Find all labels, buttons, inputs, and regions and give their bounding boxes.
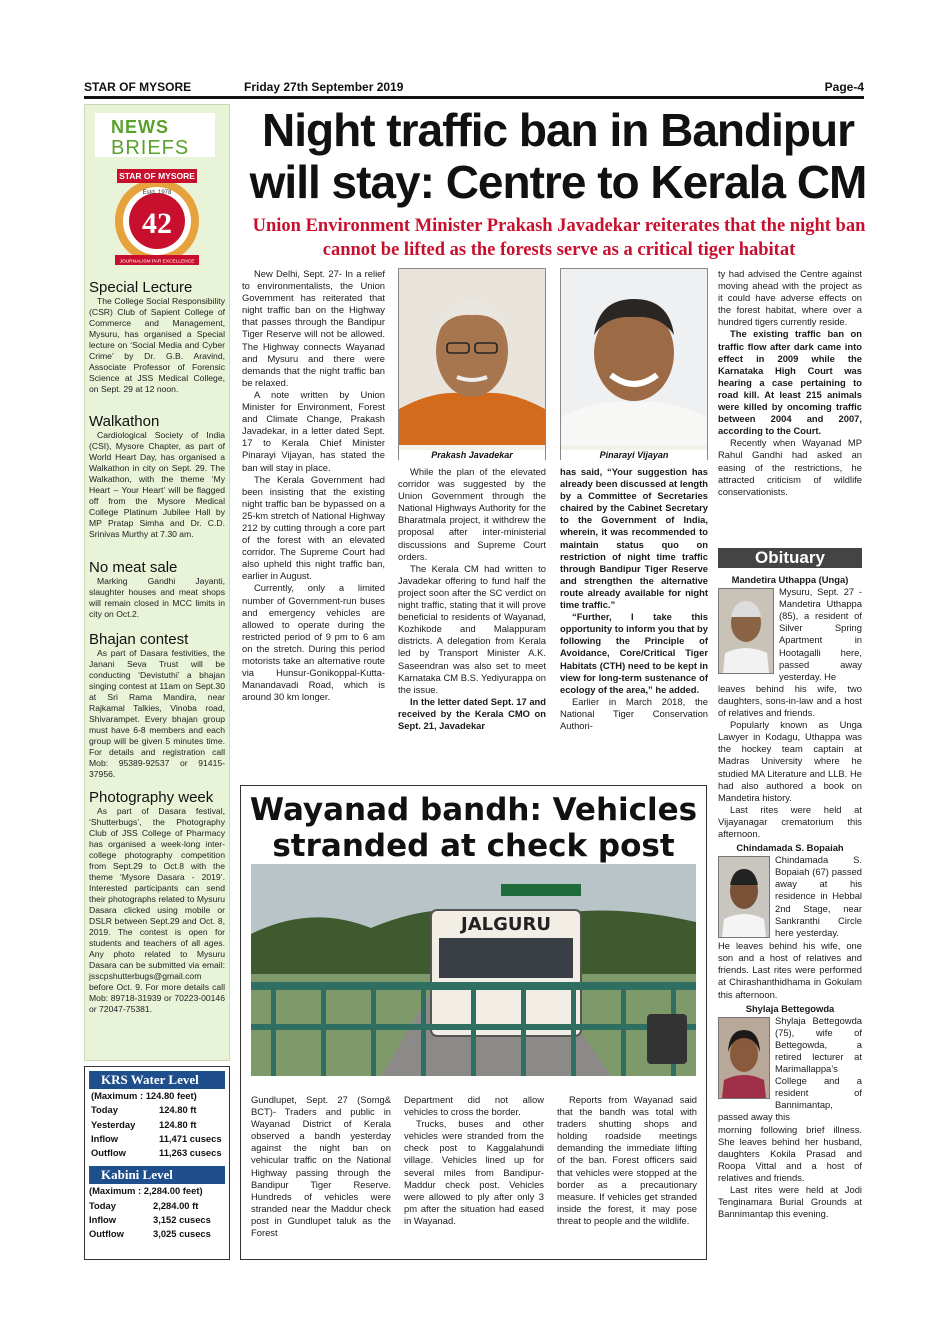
paragraph-bold: “Further, I take this opportunity to inform you that by following the Principle of Avoidance, Core/Critical Tiger Habitats (CTH) need to be kept in view for long-term sustenance of ecology of the area,” he added. [560,611,708,695]
paragraph: ty had advised the Centre against moving ahead with the project as it could have adverse effects on the forest habitat, where over a hundred tigers currently reside. [718,268,862,328]
obituary-photo [718,588,774,674]
emblem-estd: Estd. 1978 [142,190,172,196]
brief-title: Photography week [89,789,214,806]
kabini-row [85,1199,229,1213]
brief-text: Marking Gandhi Jayanti, slaughter houses and meat shops will remain closed in MCC limits in city on Oct.2. [89,576,225,619]
brief-text: Cardiological Society of India (CSI), Mysore Chapter, as part of World Heart Day, has organised a Walkathon in city on Sept. 29. The Walkathon, with the theme ‘My Heart – Your Heart’ will be flagged off from the Mysore Medical College Platinum Jubilee Hall by MP Pratap Simha and Dr. C.D. Srinivas Murthy at 7.30 am. [89,430,225,539]
anniversary-emblem-icon [107,163,207,273]
paragraph: While the plan of the elevated corridor was suggested by the Union Government through the National Highways Authority for the Bharatmala project, it withdrew the proposal after inter-ministerial discussions and Supreme Court orders. [398,466,546,562]
row-value: 2,284.00 ft [153,1199,199,1211]
paragraph: The Kerala CM had written to Javadekar offering to fund half the project soon after the SC verdict on night traffic, stating that it will prove beneficial to residents of Wayanad, Kozhikode and Malappuram districts. A delegation from Kerala led by Transport Minister A.K. Saseendran was also set to meet Karnataka CM B.S. Yediyurappa on the issue. [398,562,546,695]
water-level-box [84,1066,230,1260]
wayanad-headline-line-2: stranded at check post [272,828,675,864]
obituary-photo [718,856,770,938]
wayanad-col-1 [251,1094,391,1239]
portrait-icon [719,589,773,673]
krs-row [85,1103,229,1117]
row-value: 11,263 cusecs [159,1147,222,1159]
news-briefs-sidebar [84,104,230,1061]
obituary-text: Chindamada S. Bopaiah (67) passed away at his residence in Hebbal 2nd Stage, near Sankranthi Circle here yesterday. [775,854,862,938]
row-value: 3,152 cusecs [153,1214,211,1226]
row-value: 11,471 cusecs [159,1132,222,1144]
brief-title: No meat sale [89,559,178,576]
brief-text: As part of Dasara festival, ‘Shutterbugs’, the Photography Club of JSS College of Pharmacy has organised a week-long inter-college photography competition from Sept.29 to Oct.8 with the theme ‘Mysore Dasara - 2019’. Interested participants can send their photographs related to Mysuru Dasara clicked using mobile or DSLR between Sept.29 and Oct. 8, 2019. The contest is open for students and teachers of all ages. Any photo related to Mysuru Dasara can be submitted via email: jsscpshutterbugs@gmail.com before Oct. 9. For more details call Mob: 89718-31939 or 70223-00146 or 72047-75381. [89,806,225,1014]
javadekar-photo [398,268,546,460]
emblem-name: STAR OF MYSORE [119,171,195,181]
portrait-icon [719,1018,769,1098]
emblem-number: 42 [142,207,172,240]
paragraph: Reports from Wayanad said that the bandh was total with traders shutting shops and holding roadside meetings demanding the immediate lifting of the ban. Forest officers said that vehicles were stopped at the border as a precautionary measure. If vehicles get stranded inside the forest, it may pose threat to people and the wildlife. [557,1094,697,1226]
brief-text: As part of Dasara festivities, the Janani Seva Trust will be conducting ‘Devistuthi’ a bhajan singing contest at 11am on Sept.30 at Sri Rama Mandira, near Rajkamal Talkies, Vinoba road, Shivarampet. Every bhajan group must have 6-8 members and each group will be given 5 minutes time. For details and registration call Mob: 95389-92537 or 91415-37956. [89,648,225,779]
obituary-name: Shylaja Bettegowda [745,1002,835,1014]
paragraph-bold: In the letter dated Sept. 17 and received by the Kerala CMO on Sept. 21, Javadekar [398,695,546,731]
obituary-text: leaves behind his wife, two daughters, sons-in-law and a host of relatives and friends. [718,682,862,719]
news-briefs-title-top: NEWS [111,117,169,137]
obituary-text: Popularly known as Unga Lawyer in Kodagu, Uthappa was the hockey team captain at Madras University where he studied MA Literature and LLB. He had also authored a book on Mandetira history. [718,719,862,803]
portrait-icon [719,857,769,937]
emblem-motto: JOURNALISM PAR EXCELLENCE [119,259,195,265]
portrait-icon [561,269,707,445]
brief-text: The College Social Responsibility (CSR) Club of Sapient College of Commerce and Management, Mysuru, has organised a Special lecture on ‘Social Media and Cyber Crime’ by Dr. G.B. Aravind, Associate Professor of Forensic Science at JSS Medical College, on Sept. 29 at 12 noon. [89,296,225,394]
photo-caption: Pinarayi Vijayan [561,450,707,460]
brief-title: Special Lecture [89,279,193,296]
portrait-icon [399,269,545,445]
row-value: 124.80 ft [159,1118,197,1130]
obituary-text: Last rites were held at Jodi Tenginamara Burial Grounds at Bannimantap this evening. [718,1184,862,1220]
main-story-col-1 [242,268,385,703]
obituary-text: He leaves behind his wife, one son and a host of relatives and friends. Last rites were performed at Chirashanthidhama in Gokulam this afternoon. [718,940,862,1000]
stranded-bus-photo-icon [251,864,696,1076]
bus-sign: JALGURU [461,914,551,935]
paragraph: Gundlupet, Sept. 27 (Somg& BCT)- Traders and public in Wayanad District of Kerala observed a bandh yesterday against the night ban on vehicular traffic on the National Highway passing through the Bandipur Tiger Reserve. Hundreds of vehicles were stranded near the Maddur check post in Gundlupet taluk as the Forest [251,1094,391,1239]
paragraph: A note written by Union Minister for Environment, Forest and Climate Change, Prakash Javadekar, in a letter dated Sept. 17 to Kerala Chief Minister Pinarayi Vijayan, has stated the ban will stay in place. [242,388,385,473]
row-label: Outflow [91,1147,126,1159]
kabini-max: (Maximum : 2,284.00 feet) [89,1185,203,1197]
issue-date: Friday 27th September 2019 [244,80,404,94]
vijayan-photo [560,268,708,460]
paragraph-bold: The existing traffic ban on traffic flow after dark came into effect in 2009 while the Karnataka High Court was hearing a case pertaining to road kill. At least 215 animals were killed by oncoming traffic between 2004 and 2007, according to the Court. [718,328,862,437]
brief-4 [89,631,225,780]
obituary-name: Chindamada S. Bopaiah [736,842,844,854]
brief-1 [89,279,225,395]
page-number: Page-4 [824,80,864,94]
wayanad-headline-line-1: Wayanad bandh: Vehicles [249,792,698,828]
brief-3 [89,559,225,620]
paragraph: Recently when Wayanad MP Rahul Gandhi had asked an easing of the restrictions, he attracted criticism of wildlife conservationists. [718,437,862,497]
row-label: Today [89,1199,116,1211]
obituary-text: Mysuru, Sept. 27 - Mandetira Uthappa (85), a resident of Silver Spring Apartment in Hootagalli here, passed away yesterday. He [779,586,862,682]
kabini-row [85,1227,229,1241]
obituary-text: Shylaja Bettegowda (75), wife of Bettegowda, a retired lecturer at Marimallappa’s College and a resident of Bannimantap, passed away this [718,1014,862,1123]
news-briefs-title-bottom: BRIEFS [111,137,190,159]
obituary-text: morning following brief illness. She leaves behind her husband, daughters Kokila Prasad and Roopa Vittal and a host of relatives and friends. [718,1123,862,1183]
row-label: Today [91,1104,118,1116]
paragraph: New Delhi, Sept. 27- In a relief to environmentalists, the Union Government has reiterated that night traffic ban on the Highway that passes through the Bandipur Tiger Reserve will not be allowed. The Highway connects Wayanad and Mysuru and there were demands that the night traffic ban be relaxed. [242,268,385,388]
row-value: 124.80 ft [159,1104,197,1116]
obituary-column [718,574,862,1220]
row-value: 3,025 cusecs [153,1228,211,1240]
main-story-col-3 [560,466,708,732]
kabini-row [85,1213,229,1227]
paragraph: Earlier in March 2018, the National Tiger Conservation Authori- [560,695,708,731]
krs-title: KRS Water Level [89,1071,225,1089]
header-rule [84,96,864,99]
main-subheadline: Union Environment Minister Prakash Javadekar reiterates that the night ban cannot be lifted as the forests serve as a critical tiger habitat [252,216,866,260]
obituary-text: Last rites were held at Vijayanagar crematorium this afternoon. [718,803,862,839]
wayanad-col-3 [557,1094,697,1227]
row-label: Yesterday [91,1118,136,1130]
photo-caption: Prakash Javadekar [399,450,545,460]
wayanad-bandh-story [240,785,707,1260]
main-story-col-4 [718,268,862,498]
paragraph: Department did not allow vehicles to cross the border. [404,1094,544,1118]
row-label: Inflow [89,1214,117,1226]
brief-2 [89,413,225,540]
brief-title: Walkathon [89,413,160,430]
kabini-title: Kabini Level [89,1166,225,1184]
paragraph: Trucks, buses and other vehicles were stranded from the check post to Kaggalahundi village. Vehicles lined up for several miles from Bandipur-Maddur check post. Vehicles were allowed to ply after only 3 pm after the situation had eased in Wayanad. [404,1118,544,1226]
obituary-name: Mandetira Uthappa (Unga) [731,574,849,585]
row-label: Inflow [91,1132,119,1144]
main-story-col-2 [398,466,546,732]
page-header [84,80,864,96]
brief-5 [89,789,225,1015]
wayanad-col-2 [404,1094,544,1227]
main-headline-line-1: Night traffic ban in Bandipur [262,104,854,156]
news-briefs-logo [95,113,215,157]
obituary-heading: Obituary [718,548,862,568]
krs-max: (Maximum : 124.80 feet) [91,1090,197,1101]
brief-title: Bhajan contest [89,631,189,648]
paragraph: The Kerala Government had been insisting that the existing night traffic ban be bypassed on a 25-km stretch of National Highway 212 by cutting through a core part of the forest with an elevated corridor. The Supreme Court had also upheld this night traffic ban, earlier in August. [242,473,385,582]
krs-row [85,1118,229,1132]
paragraph: Currently, only a limited number of Government-run buses and emergency vehicles are allowed to operate during the restricted period of 9 pm to 6 am on the stretch. During this period motorists take an alternative route via Hunsur-Gonikoppal-Kutta-Manandavadi Road, which is around 30 km longer. [242,582,385,703]
krs-row [85,1132,229,1146]
krs-row [85,1146,229,1160]
paragraph-bold: has said, “Your suggestion has already been discussed at length by a Committee of Secretaries chaired by the Cabinet Secretary to the Government of India, wherein, it was recommended to maintain status quo on restriction of night time traffic through Bandipur Tiger Reserve and strengthen the alternative route already available for night time traffic.” [560,466,708,611]
row-label: Outflow [89,1228,124,1240]
main-headline-line-2: will stay: Centre to Kerala CM [249,156,867,208]
main-headline [248,104,868,208]
paper-name: STAR OF MYSORE [84,80,192,94]
obituary-photo [718,1017,770,1099]
